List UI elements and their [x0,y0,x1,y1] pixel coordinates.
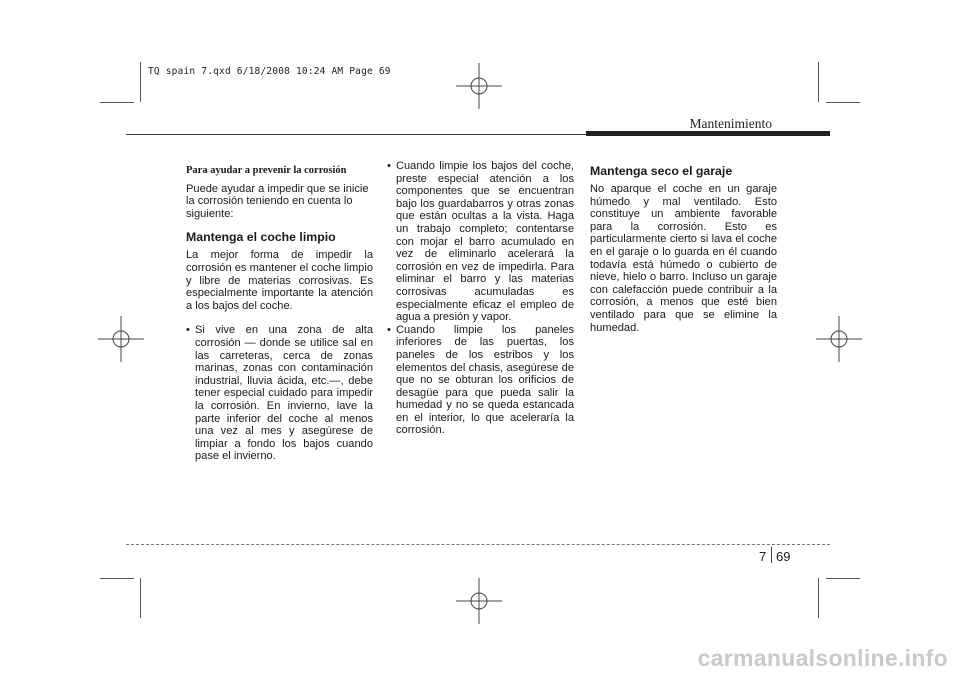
crop-mark [826,102,860,103]
list-item: • Si vive en una zona de alta corrosión — donde se utilice sal en las carreteras, cerca de zonas marinas, zonas con contaminación industrial, lluvia ácida, etc.—, debe tener especial cuidado para impedir la corrosión. En invierno, lave la parte inferior del coche al menos una vez al mes y asegúrese de limpiar a fondo los bajos cuando pase el invierno. [186,324,373,463]
list-item: • Cuando limpie los paneles inferiores de las puertas, los paneles de los estribos y los elementos del chasis, asegúrese de que no se obturan los orificios de desagüe para que pueda salir la humedad y no se queda estancada en el interior, lo que aceleraría la corrosión. [387,324,574,437]
crop-mark [818,62,819,102]
page-number: 69 [776,549,791,564]
header-rule-thick [586,131,830,136]
list-item: • Cuando limpie los bajos del coche, preste especial atención a los componentes que se encuentran bajo los guardabarros y otras zonas que están ocultas a la vista. Haga un trabajo completo; contentarse con mojar el barro acumulado en vez de eliminarlo acelerará la corrosión en vez de impedirla. Para eliminar el barro y las materias corrosivas acumuladas es especialmente eficaz el empleo de agua a presión y vapor. [387,160,574,324]
crop-mark [100,102,134,103]
bullet-list [186,324,373,463]
paragraph-garage: No aparque el coche en un garaje húmedo y mal ventilado. Esto constituye un ambiente favorable para la corrosión. Esto es particularmente cierto si lava el coche en el garaje o lo guarda en él cuando todavía está húmedo o cubierto de nieve, hielo o barro. Incluso un garaje con calefacción puede contribuir a la corrosión, a menos que esté bien ventilado para que se elimine la humedad. [590,183,777,334]
column-3 [590,160,777,346]
bullet-list [387,160,574,437]
print-slug: TQ spain 7.qxd 6/18/2008 10:24 AM Page 69 [148,66,391,77]
crop-mark [140,62,141,102]
crop-mark [140,578,141,618]
registration-mark-icon [98,316,144,362]
intro-paragraph: Puede ayudar a impedir que se inicie la corrosión teniendo en cuenta lo siguiente: [186,182,369,220]
subsection-title: Para ayudar a prevenir la corrosión [186,165,347,176]
column-1 [186,160,373,463]
registration-mark-icon [456,63,502,109]
heading-keep-garage-dry: Mantenga seco el garaje [590,164,733,178]
registration-mark-icon [456,578,502,624]
header-rule [126,134,586,135]
section-title: Mantenimiento [689,116,772,131]
heading-keep-car-clean: Mantenga el coche limpio [186,230,336,245]
column-2 [387,160,574,437]
chapter-number: 7 [759,549,767,564]
paragraph-keep-clean: La mejor forma de impedir la corrosión es mantener el coche limpio y libre de materias corrosivas. Es especialmente importante la atención a los bajos del coche. [186,249,373,312]
page-number-divider [771,547,772,563]
footer-divider [126,544,830,545]
registration-mark-icon [816,316,862,362]
watermark: carmanualsonline.info [697,645,948,671]
crop-mark [100,578,134,579]
crop-mark [818,578,819,618]
crop-mark [826,578,860,579]
